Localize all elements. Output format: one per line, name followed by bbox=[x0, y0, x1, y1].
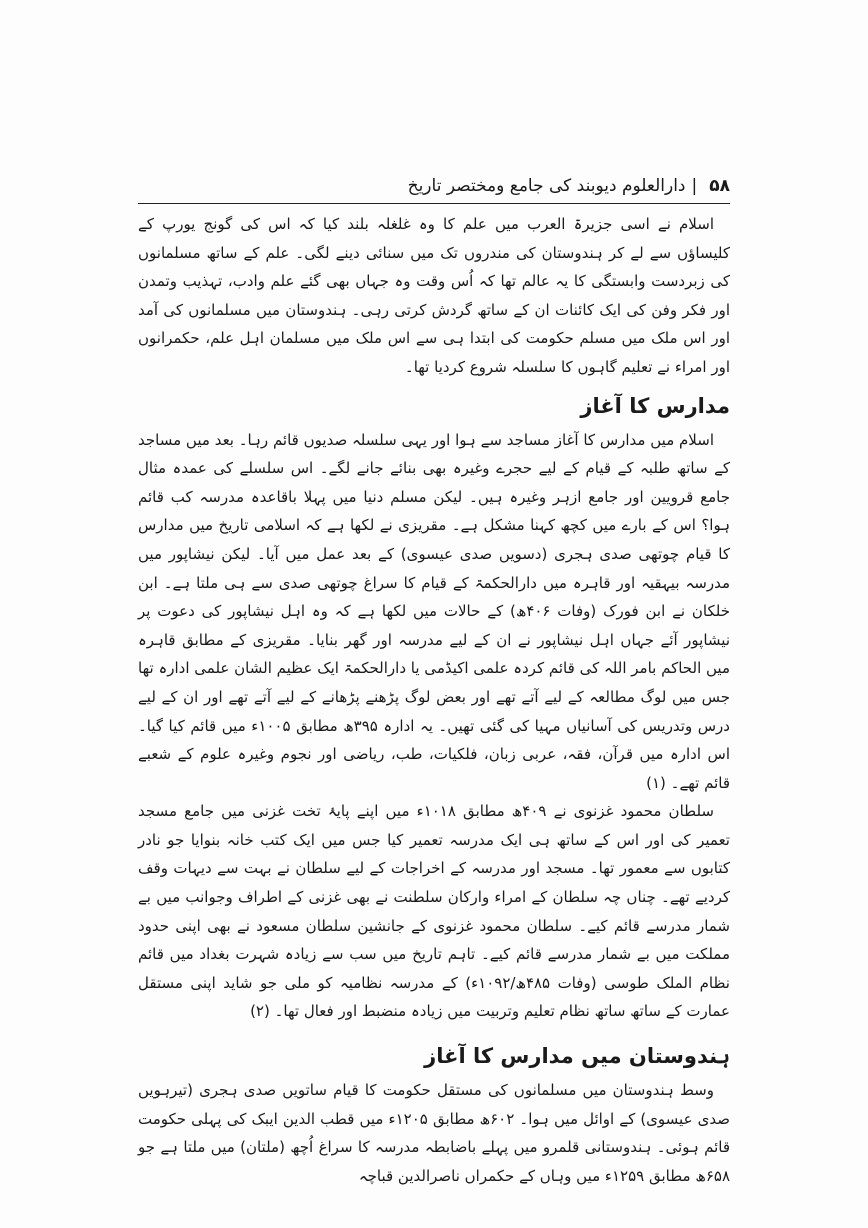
paragraph-hindustan: وسط ہندوستان میں مسلمانوں کی مستقل حکومت کا قیام ساتویں صدی ہجری (تیرہویں صدی عیسوی) کے اوائل میں ہوا۔ ۶۰۲ھ مطابق ۱۲۰۵ء میں قطب الدین ایبک کی پہلی حکومت قائم ہوئی۔ ہندوستانی قلمرو میں پہلے باضابطہ مدرسہ کا سراغ اُچھ (ملتان) میں ملتا ہے جو ۶۵۸ھ مطابق ۱۲۵۹ء میں وہاں کے حکمراں ناصرالدین قباچہ bbox=[138, 1081, 730, 1185]
paragraph-madaris-origin: اسلام میں مدارس کا آغاز مساجد سے ہوا اور یہی سلسلہ صدیوں قائم رہا۔ بعد میں مساجد کے ساتھ طلبہ کے قیام کے لیے حجرے وغیرہ بھی بنائے جانے لگے۔ اس سلسلے کی عمدہ مثال جامع قرویین اور جامع ازہر وغیرہ ہیں۔ لیکن مسلم دنیا میں پہلا باقاعدہ مدرسہ کب قائم ہوا؟ اس کے بارے میں کچھ کہنا مشکل ہے۔ مقریزی نے لکھا ہے کہ اسلامی تاریخ میں مدارس کا قیام چوتھی صدی ہجری (دسویں صدی عیسوی) کے بعد عمل میں آیا۔ لیکن نیشاپور میں مدرسہ بیہقیہ اور قاہرہ میں دارالحکمۃ کے قیام کا سراغ چوتھی صدی سے ہی ملتا ہے۔ ابن خلکان نے ابن فورک (وفات ۴۰۶ھ) کے حالات میں لکھا ہے کہ وہ اہل نیشاپور کی دعوت پر نیشاپور آئے جہاں اہل نیشاپور نے ان کے لیے مدرسہ اور گھر بنایا۔ مقریزی کے مطابق قاہرہ میں الحاکم بامر اللہ کی قائم کردہ علمی اکیڈمی یا دارالحکمۃ ایک عظیم الشان علمی ادارہ تھا جس میں لوگ مطالعہ کے لیے آتے تھے اور بعض لوگ پڑھنے پڑھانے کے لیے آتے تھے اور ان کے لیے درس وتدریس کی آسانیاں مہیا کی گئی تھیں۔ یہ ادارہ ۳۹۵ھ مطابق ۱۰۰۵ء میں قائم کیا گیا۔ اس ادارہ میں قرآن، فقہ، عربی زبان، فلکیات، طب، ریاضی اور نجوم وغیرہ علوم کے شعبے قائم تھے۔ (۱) bbox=[138, 430, 731, 792]
section-heading-madaris: مدارس کا آغاز bbox=[580, 393, 730, 418]
header-separator: | bbox=[691, 176, 698, 196]
page-number: ۵۸ bbox=[709, 176, 730, 196]
page-header bbox=[138, 168, 730, 196]
running-title: دارالعلوم دیوبند کی جامع ومختصر تاریخ bbox=[407, 176, 686, 196]
section-heading-hindustan: ہندوستان میں مدارس کا آغاز bbox=[424, 1044, 730, 1069]
header-rule bbox=[138, 203, 730, 204]
intro-paragraph: اسلام نے اسی جزیرۃ العرب میں علم کا وہ غلغلہ بلند کیا کہ اس کی گونج یورپ کے کلیساؤں سے لے کر ہندوستان کی مندروں تک میں سنائی دینے لگی۔ علم کے ساتھ مسلمانوں کی زبردست وابستگی کا یہ عالم تھا کہ اُس وقت وہ جہاں بھی گئے علم وادب، تہذیب وتمدن اور فکر وفن کی ایک کائنات ان کے ساتھ گردش کرتی رہی۔ ہندوستان میں مسلمانوں کی آمد اور اس ملک میں مسلم حکومت کی ابتدا ہی سے اس ملک میں مسلمان اہل علم، حکمرانوں اور امراء نے تعلیم گاہوں کا سلسلہ شروع کردیا تھا۔ bbox=[138, 215, 730, 376]
paragraph-ghaznavi: سلطان محمود غزنوی نے ۴۰۹ھ مطابق ۱۰۱۸ء میں اپنے پایۂ تخت غزنی میں جامع مسجد تعمیر کی اور اس کے ساتھ ہی ایک مدرسہ تعمیر کیا جس میں ایک کتب خانہ بنوایا جو نادر کتابوں سے معمور تھا۔ مسجد اور مدرسہ کے اخراجات کے لیے سلطان نے بہت سے دیہات وقف کردیے تھے۔ چناں چہ سلطان کے امراء وارکان سلطنت نے بھی غزنی کے اطراف وجوانب میں بے شمار مدرسے قائم کیے۔ سلطان محمود غزنوی کے جانشین سلطان مسعود نے بھی اپنی حدود مملکت میں بے شمار مدرسے قائم کیے۔ تاہم تاریخ میں سب سے زیادہ شہرت بغداد میں قائم نظام الملک طوسی (وفات ۴۸۵ھ/۱۰۹۲ء) کے مدرسہ نظامیہ کو ملی جو شاید اپنی مستقل عمارت کے ساتھ ساتھ نظام تعلیم وتربیت میں زیادہ منضبط اور فعال تھا۔ (۲) bbox=[138, 802, 730, 1021]
page-body bbox=[138, 210, 730, 1190]
